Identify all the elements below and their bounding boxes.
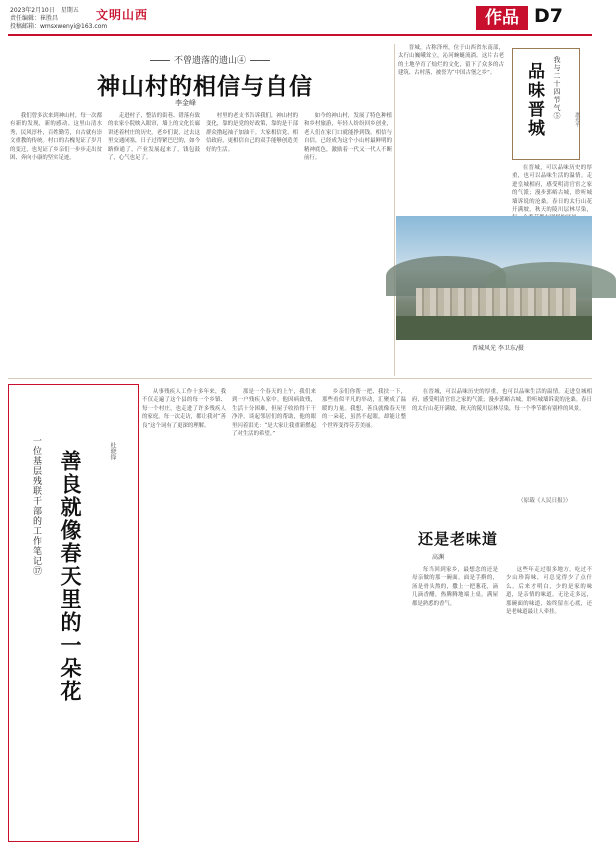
article1-title: 神山村的相信与自信 — [97, 73, 313, 100]
article2-col1 — [398, 44, 504, 212]
date-line: 2023年2月10日 星期五 — [10, 7, 79, 14]
article3-text: 那是一个春天的上午，我们来到一户残疾人家中。他因病致残，生活十分困难，但屋子收拾得干干净净。谈起邻居们的帮助，他的眼里闪着泪光：“是大家让我重新燃起了对生活的希望。” — [232, 389, 316, 438]
article4-col1 — [412, 566, 498, 838]
article1-series: 不曾遗落的遗山④ — [60, 53, 360, 66]
article4-text: 这些年走过很多地方，吃过不少山珍海味，可总觉得少了点什么。后来才明白，少的是家的味道，是亲情的味道。无论走多远，那碗面的味道，始终留在心底，还是老味道最让人牵挂。 — [506, 567, 592, 616]
article1-col4 — [304, 112, 392, 374]
article3-col2 — [232, 388, 316, 838]
article3-series: 一位基层残联干部的工作笔记⑰ — [31, 436, 41, 576]
article2-text: 晋城，古称泽州，位于山西省东南部，太行山巍峨耸立，沁河蜿蜒流淌。这片古老的土地孕育了灿烂的文化，留下了众多的古建筑、古村落，被誉为“中国古堡之乡”。 — [398, 45, 504, 77]
article2-text: 在晋城，可以品味历史的厚重，也可以品味生活的温情。走进皇城相府，感受明清官宦之家的气派；漫步郭峪古城，聆听城墙诉说的沧桑。春日的太行山花开满坡，秋天的陵川层林尽染， — [512, 165, 592, 214]
article1-col1 — [10, 112, 102, 374]
article3-title: 善良就像春天里的一朵花 — [58, 450, 83, 703]
masthead-info — [10, 7, 107, 31]
article1-text: 我们曾多次来到神山村，每一次都有新的发现，新的感动。这里山清水秀，民风淳朴，百姓勤劳，自古就有崇文重教的传统。村口的古槐见证了岁月的变迁，也见证了乡亲们一步步走出贫困、奔向小康的坚实足迹。 — [10, 113, 102, 162]
article2-title: 品味晋城 — [524, 62, 544, 138]
article4-text: 在晋城，可以品味历史的厚重，也可以品味生活的温情。走进皇城相府，感受明清官宦之家的气派；漫步郭峪古城，聆听城墙诉说的沧桑。春日的太行山花开满坡，秋天的陵川层林尽染，每一个季节都有别样的风景。 — [412, 389, 592, 412]
article1-col3 — [206, 112, 298, 374]
email-line: 投稿邮箱：wmsxwenyi@163.com — [10, 23, 108, 30]
article3-col3 — [322, 388, 406, 838]
article1-text: 村里的老支书告诉我们，神山村的变化，靠的是党的好政策，靠的是干部群众撸起袖子加油干。大家相信党、相信政府，更相信自己的双手能够创造美好的生活。 — [206, 113, 298, 153]
editor-line: 责任编辑：崔胜昌 — [10, 15, 59, 22]
column-divider — [394, 44, 395, 376]
page-number: D7 — [534, 5, 563, 27]
photo-caption: 晋城风光 李卫东/摄 — [472, 345, 524, 352]
article3-text: 从事残疾人工作十多年来，我不仅走遍了这个县的每一个乡镇、每一个村庄，也走进了许多残疾人的家庭。每一次走访，都让我对“善良”这个词有了更深的理解。 — [142, 389, 226, 429]
article2-col2 — [512, 164, 592, 212]
article3-col1 — [142, 388, 226, 838]
article1-col2 — [108, 112, 200, 374]
article1-text: 如今的神山村，发展了特色种植和乡村旅游，年轻人纷纷回乡创业，老人们在家门口就能挣到钱。相信与自信，已经成为这个小山村最鲜明的精神底色，激励着一代又一代人不断前行。 — [304, 113, 392, 162]
article1-text: 走进村子，整洁的街巷、错落有致的农家小院映入眼帘，墙上的文化长廊讲述着村庄的历史。老乡们说，过去这里交通闭塞，日子过得紧巴巴的，如今路修通了，产业发展起来了，钱包鼓了，心气也足了。 — [108, 113, 200, 162]
article4-lead — [412, 388, 592, 492]
article4-source: （原载《人民日报》） — [518, 498, 572, 504]
section-label: 作品 — [476, 6, 528, 30]
article2-author: 惠光平 — [574, 112, 580, 127]
article4-author: 高渊 — [432, 554, 445, 561]
masthead-logo: 文明山西 — [96, 8, 149, 22]
article4-col2 — [506, 566, 592, 838]
article4-text: 每当回到家乡，最想念的还是母亲做的那一碗面。面是手擀的，汤是骨头熬的，撒上一把葱花，滴几滴香醋，热腾腾地端上桌，满屋都是熟悉的香气。 — [412, 567, 498, 607]
article3-author: 杜晓锋 — [109, 442, 116, 460]
landscape-photo — [396, 216, 592, 340]
article3-text: 乡亲们你帮一把、我扶一下，那些看似平凡的举动，汇聚成了温暖的力量。我想，善良就像春天里的一朵花，虽然不起眼，却能让整个世界变得芬芳美丽。 — [322, 389, 406, 429]
section-divider — [8, 378, 592, 379]
article1-author: 李金峰 — [175, 99, 196, 107]
article2-series: 我与二十四节气⑤ — [553, 56, 561, 120]
masthead-rule — [8, 34, 592, 36]
article4-title: 还是老味道 — [418, 530, 499, 548]
